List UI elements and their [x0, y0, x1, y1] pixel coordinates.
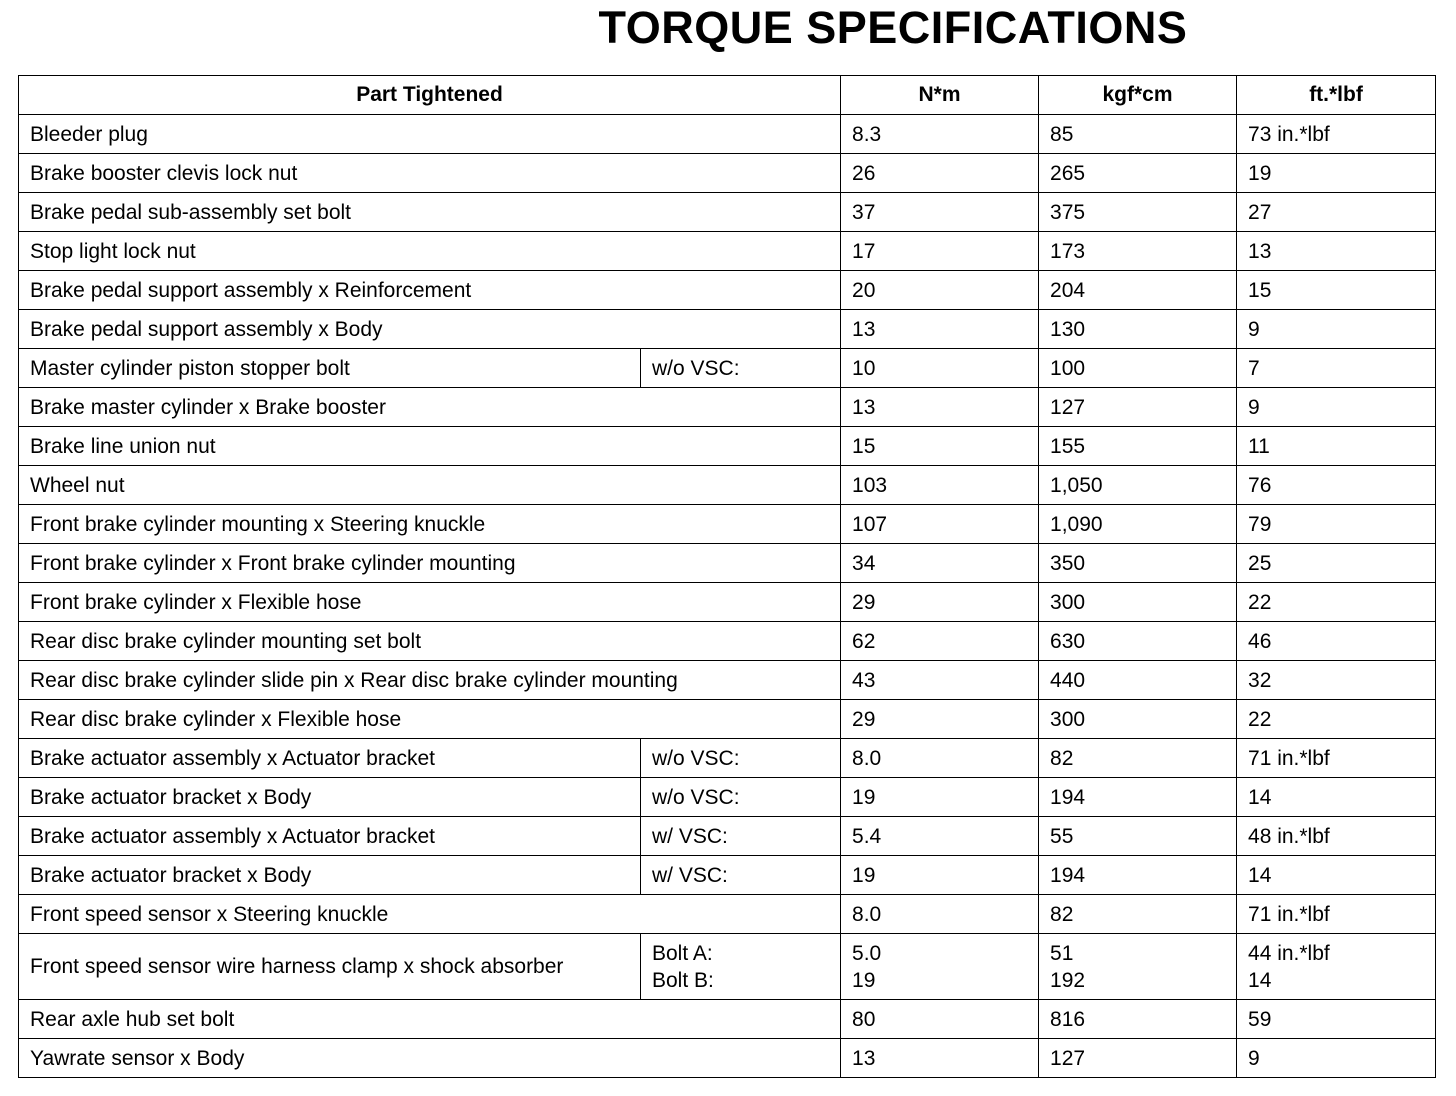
cell-ftlbf: 14 [1237, 778, 1436, 817]
cell-ftlbf: 19 [1237, 154, 1436, 193]
table-row [19, 856, 1436, 895]
cell-nm: 20 [841, 271, 1039, 310]
cell-kgfcm: 194 [1039, 778, 1237, 817]
cell-part: Brake pedal support assembly x Reinforcement [19, 271, 841, 310]
torque-spec-table [18, 75, 1436, 1078]
cell-ftlbf: 22 [1237, 700, 1436, 739]
cell-ftlbf: 25 [1237, 544, 1436, 583]
cell-kgfcm: 127 [1039, 388, 1237, 427]
cell-kgfcm: 300 [1039, 700, 1237, 739]
table-row [19, 466, 1436, 505]
cell-part: Front brake cylinder mounting x Steering knuckle [19, 505, 841, 544]
cell-condition: w/o VSC: [641, 739, 841, 778]
cell-nm: 13 [841, 310, 1039, 349]
cell-nm: 8.3 [841, 115, 1039, 154]
cell-kgfcm: 130 [1039, 310, 1237, 349]
cell-part: Brake actuator bracket x Body [19, 856, 641, 895]
cell-ftlbf: 7 [1237, 349, 1436, 388]
table-row [19, 778, 1436, 817]
cell-nm: 13 [841, 388, 1039, 427]
cell-part: Brake actuator bracket x Body [19, 778, 641, 817]
cell-nm: 107 [841, 505, 1039, 544]
cell-condition: w/o VSC: [641, 349, 841, 388]
cell-part: Wheel nut [19, 466, 841, 505]
cell-nm: 8.0 [841, 739, 1039, 778]
cell-kgfcm: 100 [1039, 349, 1237, 388]
cell-nm: 15 [841, 427, 1039, 466]
cell-ftlbf: 48 in.*lbf [1237, 817, 1436, 856]
page-title: TORQUE SPECIFICATIONS [598, 2, 1188, 53]
table-row [19, 700, 1436, 739]
cell-nm: 29 [841, 583, 1039, 622]
cell-part: Brake pedal support assembly x Body [19, 310, 841, 349]
cell-part: Front speed sensor wire harness clamp x shock absorber [19, 934, 641, 1000]
cell-kgfcm: 1,090 [1039, 505, 1237, 544]
cell-part: Rear disc brake cylinder slide pin x Rear disc brake cylinder mounting [19, 661, 841, 700]
cell-nm: 26 [841, 154, 1039, 193]
cell-condition: Bolt A: Bolt B: [641, 934, 841, 1000]
cell-kgfcm: 1,050 [1039, 466, 1237, 505]
cell-nm: 5.4 [841, 817, 1039, 856]
table-row [19, 895, 1436, 934]
cell-nm: 17 [841, 232, 1039, 271]
cell-kgfcm: 173 [1039, 232, 1237, 271]
cell-kgfcm: 300 [1039, 583, 1237, 622]
cell-part: Brake actuator assembly x Actuator bracket [19, 739, 641, 778]
cell-part: Brake line union nut [19, 427, 841, 466]
table-row [19, 544, 1436, 583]
cell-part: Rear disc brake cylinder mounting set bolt [19, 622, 841, 661]
cell-ftlbf: 22 [1237, 583, 1436, 622]
cell-part: Yawrate sensor x Body [19, 1039, 841, 1078]
cell-part: Front brake cylinder x Front brake cylinder mounting [19, 544, 841, 583]
cell-kgfcm: 440 [1039, 661, 1237, 700]
cell-ftlbf: 76 [1237, 466, 1436, 505]
cell-kgfcm: 155 [1039, 427, 1237, 466]
cell-ftlbf: 73 in.*lbf [1237, 115, 1436, 154]
cell-kgfcm: 816 [1039, 1000, 1237, 1039]
cell-nm: 5.0 19 [841, 934, 1039, 1000]
cell-ftlbf: 71 in.*lbf [1237, 895, 1436, 934]
cell-ftlbf: 44 in.*lbf 14 [1237, 934, 1436, 1000]
cell-part: Front brake cylinder x Flexible hose [19, 583, 841, 622]
table-row [19, 427, 1436, 466]
table-row [19, 154, 1436, 193]
cell-part: Rear axle hub set bolt [19, 1000, 841, 1039]
cell-nm: 19 [841, 778, 1039, 817]
table-row [19, 505, 1436, 544]
cell-kgfcm: 630 [1039, 622, 1237, 661]
cell-condition: w/o VSC: [641, 778, 841, 817]
cell-kgfcm: 194 [1039, 856, 1237, 895]
cell-kgfcm: 51 192 [1039, 934, 1237, 1000]
table-header-row [19, 76, 1436, 115]
table-row [19, 271, 1436, 310]
cell-ftlbf: 71 in.*lbf [1237, 739, 1436, 778]
cell-kgfcm: 204 [1039, 271, 1237, 310]
cell-nm: 62 [841, 622, 1039, 661]
cell-ftlbf: 9 [1237, 310, 1436, 349]
cell-nm: 10 [841, 349, 1039, 388]
cell-part: Brake booster clevis lock nut [19, 154, 841, 193]
cell-kgfcm: 265 [1039, 154, 1237, 193]
cell-nm: 34 [841, 544, 1039, 583]
header-part-tightened: Part Tightened [19, 76, 841, 115]
cell-part: Rear disc brake cylinder x Flexible hose [19, 700, 841, 739]
cell-ftlbf: 14 [1237, 856, 1436, 895]
cell-kgfcm: 350 [1039, 544, 1237, 583]
cell-kgfcm: 82 [1039, 739, 1237, 778]
cell-part: Brake actuator assembly x Actuator bracket [19, 817, 641, 856]
cell-part: Bleeder plug [19, 115, 841, 154]
cell-part: Front speed sensor x Steering knuckle [19, 895, 841, 934]
cell-kgfcm: 55 [1039, 817, 1237, 856]
table-row [19, 622, 1436, 661]
cell-part: Brake pedal sub-assembly set bolt [19, 193, 841, 232]
cell-part: Master cylinder piston stopper bolt [19, 349, 641, 388]
table-row [19, 349, 1436, 388]
cell-ftlbf: 9 [1237, 388, 1436, 427]
cell-kgfcm: 127 [1039, 1039, 1237, 1078]
table-row [19, 817, 1436, 856]
cell-ftlbf: 32 [1237, 661, 1436, 700]
table-row [19, 232, 1436, 271]
cell-ftlbf: 15 [1237, 271, 1436, 310]
cell-nm: 37 [841, 193, 1039, 232]
cell-ftlbf: 11 [1237, 427, 1436, 466]
table-row [19, 583, 1436, 622]
cell-part: Brake master cylinder x Brake booster [19, 388, 841, 427]
cell-ftlbf: 13 [1237, 232, 1436, 271]
table-row [19, 934, 1436, 1000]
cell-part: Stop light lock nut [19, 232, 841, 271]
table-row [19, 661, 1436, 700]
cell-nm: 19 [841, 856, 1039, 895]
cell-nm: 8.0 [841, 895, 1039, 934]
cell-ftlbf: 59 [1237, 1000, 1436, 1039]
cell-nm: 29 [841, 700, 1039, 739]
cell-ftlbf: 27 [1237, 193, 1436, 232]
table-row [19, 739, 1436, 778]
cell-condition: w/ VSC: [641, 817, 841, 856]
cell-condition: w/ VSC: [641, 856, 841, 895]
header-ftlbf: ft.*lbf [1237, 76, 1436, 115]
cell-ftlbf: 9 [1237, 1039, 1436, 1078]
table-row [19, 115, 1436, 154]
table-row [19, 1000, 1436, 1039]
cell-nm: 103 [841, 466, 1039, 505]
cell-nm: 43 [841, 661, 1039, 700]
cell-nm: 13 [841, 1039, 1039, 1078]
cell-ftlbf: 46 [1237, 622, 1436, 661]
cell-nm: 80 [841, 1000, 1039, 1039]
table-row [19, 1039, 1436, 1078]
cell-kgfcm: 375 [1039, 193, 1237, 232]
table-row [19, 193, 1436, 232]
cell-kgfcm: 85 [1039, 115, 1237, 154]
table-body [19, 115, 1436, 1078]
cell-kgfcm: 82 [1039, 895, 1237, 934]
header-nm: N*m [841, 76, 1039, 115]
header-kgfcm: kgf*cm [1039, 76, 1237, 115]
table-row [19, 388, 1436, 427]
table-row [19, 310, 1436, 349]
cell-ftlbf: 79 [1237, 505, 1436, 544]
